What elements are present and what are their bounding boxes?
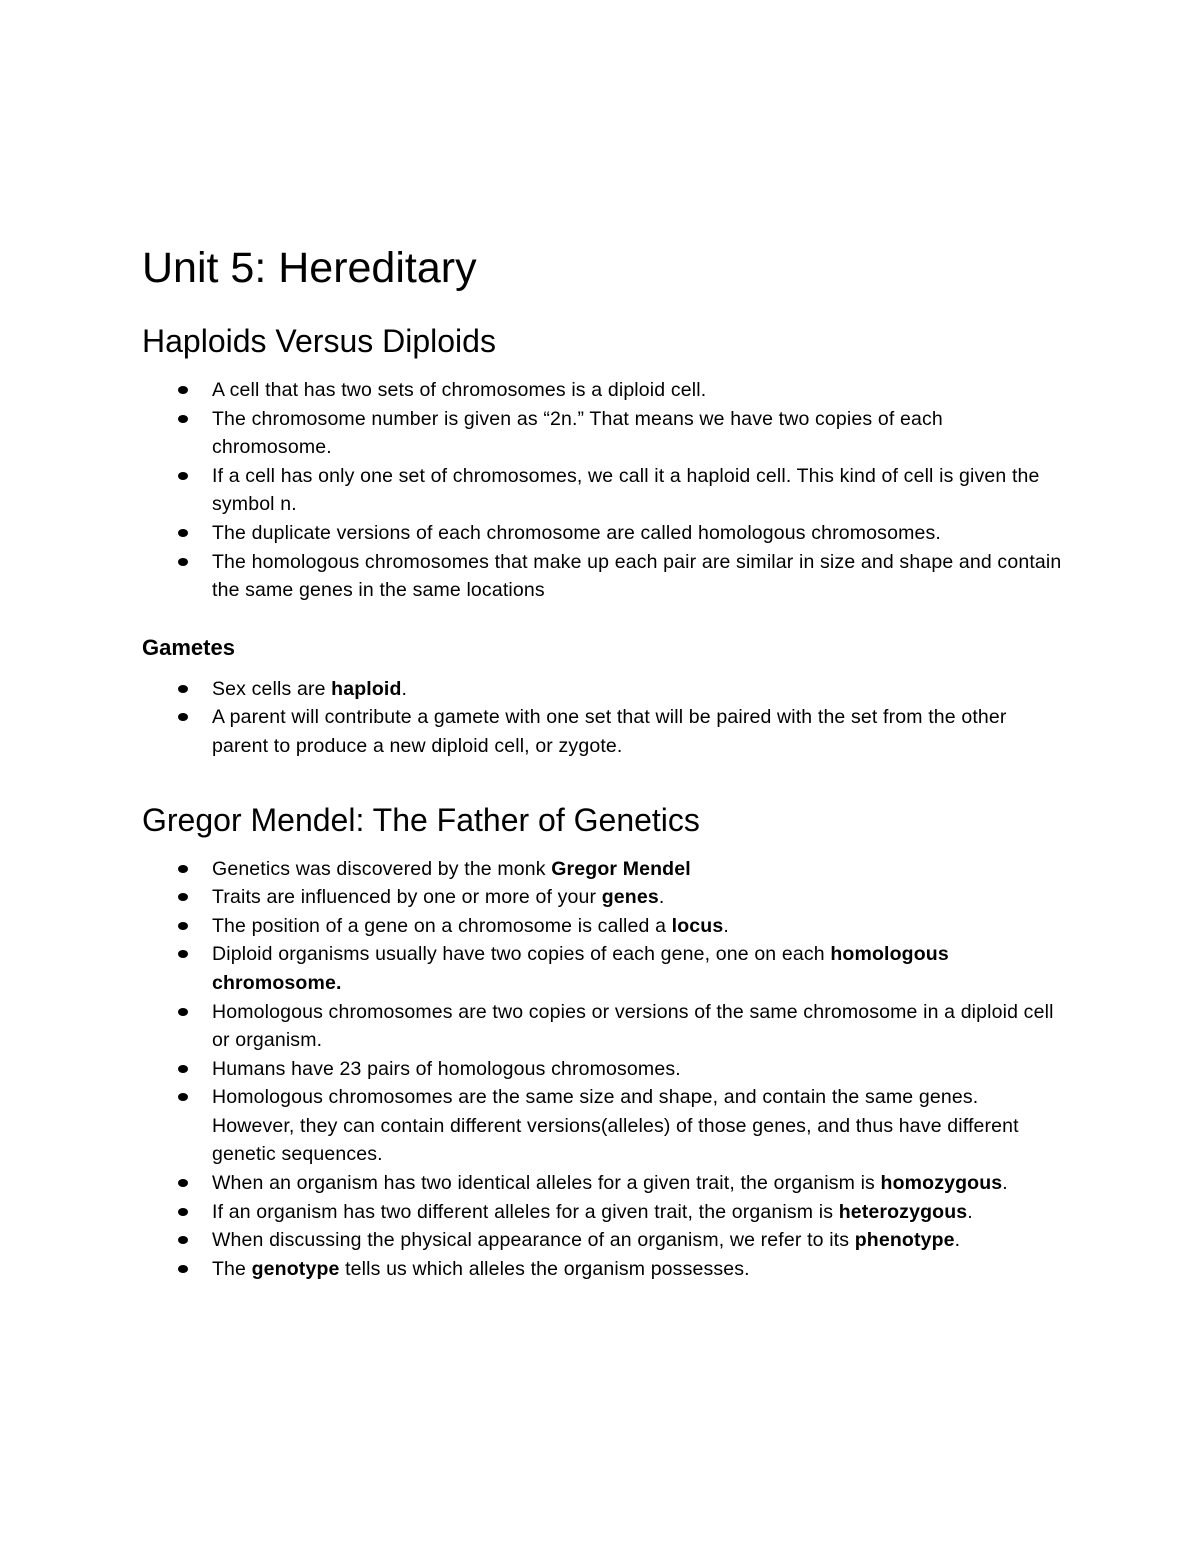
list-item-text: Homologous chromosomes are two copies or versions of the same chromosome in a diploid cell or organism.	[212, 1000, 1054, 1052]
list-item	[212, 675, 1062, 704]
list-item	[212, 940, 1062, 997]
list-item-text: The chromosome number is given as “2n.” That means we have two copies of each chromosome.	[212, 407, 943, 459]
list-item	[212, 912, 1062, 941]
bullet-icon	[178, 415, 188, 423]
bullet-icon	[178, 1208, 188, 1216]
gametes-list	[142, 675, 1062, 761]
bullet-icon	[178, 1008, 188, 1016]
list-item-text: .	[1002, 1172, 1008, 1195]
list-item-text: The	[212, 1257, 252, 1280]
list-item	[212, 855, 1062, 884]
section-heading-gregor-mendel: Gregor Mendel: The Father of Genetics	[142, 801, 700, 838]
list-item	[212, 462, 1062, 519]
bullet-icon	[178, 1093, 188, 1101]
haploids-diploids-list	[142, 376, 1062, 605]
list-item	[212, 1083, 1062, 1169]
list-item-text: .	[954, 1229, 961, 1252]
document-title: Unit 5: Hereditary	[142, 244, 477, 292]
list-item	[212, 519, 1062, 548]
list-item-text: .	[658, 886, 665, 909]
list-item	[212, 703, 1062, 760]
list-item-text: Homologous chromosomes are the same size and shape, and contain the same genes. However, they can contain different versions(alleles) of those genes, and thus have different genetic sequences.	[212, 1086, 1019, 1166]
list-item-text: When an organism has two identical alleles for a given trait, the organism is	[212, 1172, 881, 1195]
list-item-text: The duplicate versions of each chromosome are called homologous chromosomes.	[212, 521, 941, 544]
bold-term: homologous chromosome.	[212, 943, 949, 994]
spacer	[142, 761, 1062, 799]
bold-term: homozygous	[880, 1172, 1003, 1195]
list-item	[212, 1255, 1062, 1284]
bold-term: haploid	[331, 677, 402, 700]
list-item-text: A parent will contribute a gamete with one set that will be paired with the set from the other parent to produce a new diploid cell, or zygote.	[212, 706, 1007, 757]
list-item-text: .	[401, 677, 408, 700]
list-item-text: tells us which alleles the organism possesses.	[339, 1257, 750, 1280]
list-item	[212, 1198, 1062, 1227]
list-item	[212, 998, 1062, 1055]
bullet-icon	[178, 1265, 188, 1273]
list-item-text: If a cell has only one set of chromosomes, we call it a haploid cell. This kind of cell is given the symbol n.	[212, 464, 1040, 516]
section-heading-haploids-diploids: Haploids Versus Diploids	[142, 323, 496, 359]
list-item	[212, 548, 1062, 605]
list-item-text: If an organism has two different alleles for a given trait, the organism is	[212, 1200, 839, 1223]
bullet-icon	[178, 1065, 188, 1073]
bold-term: phenotype	[854, 1229, 955, 1252]
document-content	[142, 240, 1062, 1283]
bullet-icon	[178, 1179, 188, 1187]
list-item-text: Diploid organisms usually have two copies of each gene, one on each	[212, 943, 831, 966]
bullet-icon	[178, 685, 188, 693]
list-item	[212, 1226, 1062, 1255]
bullet-icon	[178, 950, 188, 958]
bullet-icon	[178, 1236, 188, 1244]
bold-term: genes	[601, 886, 659, 909]
bullet-icon	[178, 922, 188, 930]
list-item	[212, 1055, 1062, 1084]
list-item-text: A cell that has two sets of chromosomes is a diploid cell.	[212, 379, 707, 401]
gregor-mendel-list	[142, 855, 1062, 1284]
bold-term: heterozygous	[838, 1200, 968, 1223]
list-item-text: .	[723, 914, 729, 937]
list-item-text: The homologous chromosomes that make up each pair are similar in size and shape and contain the same genes in the same locations	[212, 550, 1062, 602]
bullet-icon	[178, 713, 188, 721]
bullet-icon	[178, 865, 188, 873]
list-item	[212, 883, 1062, 912]
list-item-text: Genetics was discovered by the monk	[212, 857, 552, 880]
list-item-text: Humans have 23 pairs of homologous chromosomes.	[212, 1057, 681, 1080]
bullet-icon	[178, 893, 188, 901]
spacer	[142, 605, 1062, 633]
list-item-text: The position of a gene on a chromosome is called a	[212, 914, 672, 937]
bullet-icon	[178, 529, 188, 537]
list-item-text: Sex cells are	[212, 677, 332, 700]
bullet-icon	[178, 386, 188, 394]
bullet-icon	[178, 558, 188, 566]
bold-term: locus	[671, 914, 724, 937]
list-item-text: .	[967, 1200, 973, 1223]
bold-term: genotype	[251, 1257, 340, 1280]
list-item-text: When discussing the physical appearance of an organism, we refer to its	[212, 1229, 855, 1252]
list-item	[212, 1169, 1062, 1198]
list-item	[212, 376, 1062, 405]
list-item	[212, 405, 1062, 462]
bold-term: Gregor Mendel	[551, 857, 691, 880]
subsection-heading-gametes: Gametes	[142, 634, 235, 660]
list-item-text: Traits are influenced by one or more of your	[212, 886, 602, 909]
bullet-icon	[178, 472, 188, 480]
